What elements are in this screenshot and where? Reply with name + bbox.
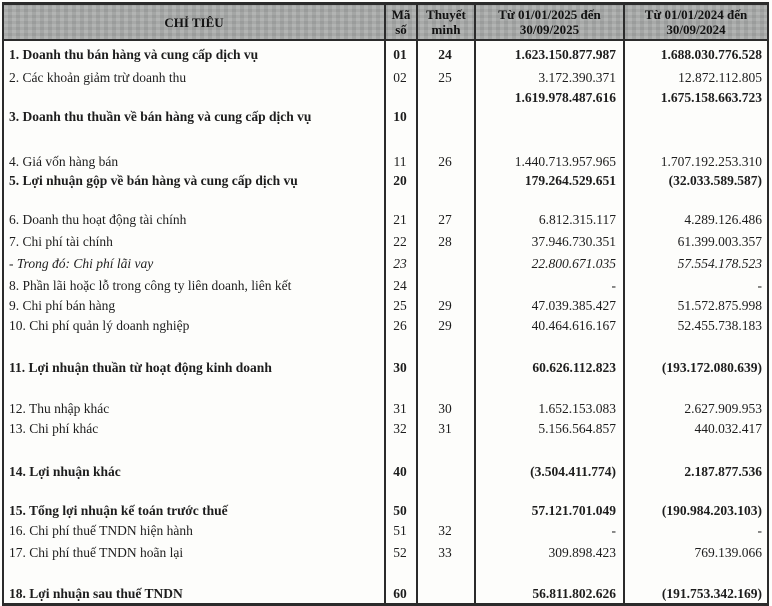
row-note	[416, 254, 474, 274]
row-value-2025: 1.440.713.957.965	[514, 154, 616, 169]
row-value-2024: 4.289.126.486	[684, 212, 762, 227]
row-note	[416, 358, 474, 378]
row-code: 51	[393, 523, 407, 538]
row-value-2025: 1.652.153.083	[538, 401, 616, 416]
row-code: 52	[393, 545, 407, 560]
row-value-2024: 2.627.909.953	[684, 401, 762, 416]
row-value-2024: (191.753.342.169)	[661, 586, 762, 601]
row-note: 32	[438, 523, 452, 538]
row-code: 23	[393, 256, 407, 271]
row-note: 25	[438, 70, 452, 85]
row-value-2024: 1.707.192.253.310	[660, 154, 762, 169]
row-note: 31	[438, 421, 452, 436]
row-value-2024: 12.872.112.805	[678, 70, 762, 85]
row-code: 11	[393, 154, 407, 169]
row-value-2024: 2.187.877.536	[684, 464, 762, 479]
row-label: 18. Lợi nhuận sau thuế TNDN	[9, 586, 183, 601]
row-value-2025: 47.039.385.427	[531, 298, 616, 313]
row-code: 20	[393, 173, 407, 188]
header-period-2024: Từ 01/01/2024 đến 30/09/2024	[644, 7, 748, 37]
row-label: - Trong đó: Chi phí lãi vay	[9, 256, 154, 271]
row-value-2025: 37.946.730.351	[531, 234, 616, 249]
row-label: 9. Chi phí bán hàng	[9, 298, 116, 313]
row-note: 26	[438, 154, 452, 169]
row-note: 29	[438, 318, 452, 333]
row-value-2024: -	[757, 523, 762, 538]
row-value-2025: (3.504.411.774)	[530, 464, 616, 479]
row-value-2025: 5.156.564.857	[538, 421, 616, 436]
row-code: 40	[393, 464, 407, 479]
row-value-2024: (190.984.203.103)	[661, 503, 762, 518]
row-code: 25	[393, 298, 407, 313]
row-label: 13. Chi phí khác	[9, 421, 99, 436]
row-note	[416, 501, 474, 521]
row-code: 26	[393, 318, 407, 333]
row-value-2025: 57.121.701.049	[531, 503, 616, 518]
row-note	[416, 462, 474, 482]
row-value-2024: 769.139.066	[694, 545, 762, 560]
row-code: 21	[393, 212, 407, 227]
row-value-2024: 61.399.003.357	[677, 234, 762, 249]
row-value-2024: 57.554.178.523	[677, 256, 762, 271]
row-value-2024: 52.455.738.183	[677, 318, 762, 333]
column-divider	[384, 5, 386, 603]
header-criteria: CHỈ TIÊU	[164, 14, 224, 30]
row-value-2025: 3.172.390.371	[538, 70, 616, 85]
row-note: 27	[438, 212, 452, 227]
row-note: 24	[438, 47, 452, 62]
row-label: 5. Lợi nhuận gộp về bán hàng và cung cấp dịch vụ	[9, 173, 298, 188]
row-note: 28	[438, 234, 452, 249]
row-note	[416, 584, 474, 604]
row-value-2024: -	[757, 278, 762, 293]
row-code: 31	[393, 401, 407, 416]
row-label: 4. Giá vốn hàng bán	[9, 154, 119, 169]
row-note: 29	[438, 298, 452, 313]
row-value-2025: 40.464.616.167	[531, 318, 616, 333]
row-value-2025: 179.264.529.651	[524, 173, 616, 188]
row-label: 3. Doanh thu thuần về bán hàng và cung cấp dịch vụ	[9, 109, 312, 124]
row-label: 7. Chi phí tài chính	[9, 234, 113, 249]
row-note	[416, 276, 474, 296]
row-code: 01	[393, 47, 407, 62]
row-code: 60	[393, 586, 407, 601]
row-value-2024: (32.033.589.587)	[668, 173, 762, 188]
row-code: 32	[393, 421, 407, 436]
row-label: 14. Lợi nhuận khác	[9, 464, 121, 479]
column-divider	[623, 5, 625, 603]
header-note: Thuyết minh	[426, 7, 466, 37]
row-code: 24	[393, 278, 407, 293]
row-value-2025: 6.812.315.117	[538, 212, 616, 227]
row-value-2024: 1.688.030.776.528	[660, 47, 762, 62]
column-divider	[416, 5, 418, 603]
row-code: 02	[393, 70, 407, 85]
row-label: 1. Doanh thu bán hàng và cung cấp dịch vụ	[9, 47, 259, 62]
row-code: 30	[393, 360, 407, 375]
row-value-2025: -	[611, 523, 616, 538]
row-note	[416, 171, 474, 191]
row-code: 10	[393, 109, 407, 124]
row-value-2025: 22.800.671.035	[531, 256, 616, 271]
row-value-2024: 1.675.158.663.723	[660, 90, 762, 105]
row-label: 16. Chi phí thuế TNDN hiện hành	[9, 523, 193, 538]
row-value-2024: 440.032.417	[694, 421, 762, 436]
row-label: 12. Thu nhập khác	[9, 401, 110, 416]
row-label: 10. Chi phí quản lý doanh nghiệp	[9, 318, 190, 333]
header-code: Mã số	[391, 7, 411, 37]
row-value-2024: (193.172.080.639)	[661, 360, 762, 375]
row-code: 22	[393, 234, 407, 249]
row-label: 15. Tổng lợi nhuận kế toán trước thuế	[9, 503, 228, 518]
row-label: 8. Phần lãi hoặc lỗ trong công ty liên doanh, liên kết	[9, 278, 292, 293]
row-label: 6. Doanh thu hoạt động tài chính	[9, 212, 187, 227]
row-value-2025: -	[611, 278, 616, 293]
row-code: 50	[393, 503, 407, 518]
column-divider	[474, 5, 476, 603]
header-period-2025: Từ 01/01/2025 đến 30/09/2025	[498, 7, 601, 37]
row-value-2025: 60.626.112.823	[532, 360, 616, 375]
row-label: 11. Lợi nhuận thuần từ hoạt động kinh doanh	[9, 360, 272, 375]
row-label: 2. Các khoản giảm trừ doanh thu	[9, 70, 187, 85]
row-value-2025: 56.811.802.626	[532, 586, 616, 601]
income-statement-table	[2, 2, 769, 606]
row-label: 17. Chi phí thuế TNDN hoãn lại	[9, 545, 184, 560]
row-value-2025: 1.623.150.877.987	[514, 47, 616, 62]
row-note: 33	[438, 545, 452, 560]
row-value-2025: 309.898.423	[548, 545, 616, 560]
row-value-2025: 1.619.978.487.616	[514, 90, 616, 105]
row-value-2024: 51.572.875.998	[677, 298, 762, 313]
row-note: 30	[438, 401, 452, 416]
